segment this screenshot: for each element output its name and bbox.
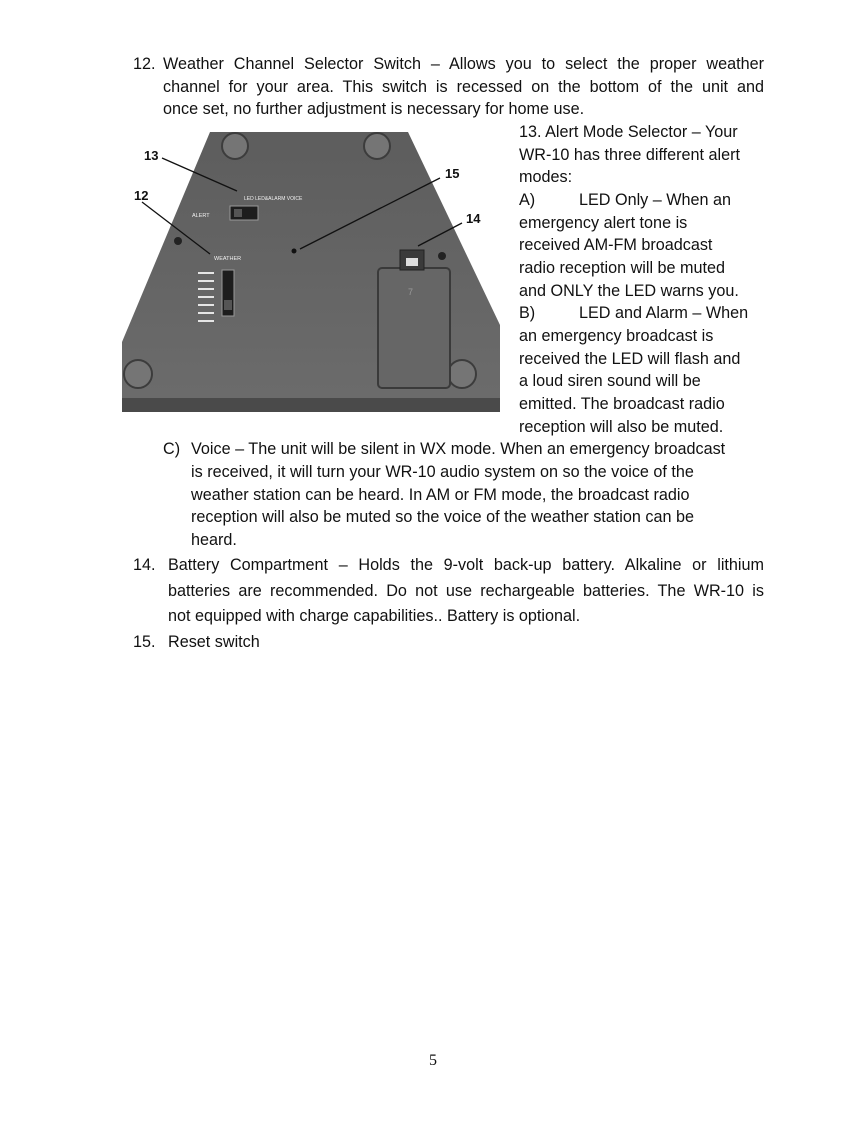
foot-top-right (364, 133, 390, 159)
reset-hole (292, 249, 297, 254)
item-12-line-3: once set, no further adjustment is necessary for home use. (163, 100, 585, 118)
item-13-line-3: modes: (519, 168, 573, 186)
screw-hole-left (174, 237, 182, 245)
item-14-line-2: batteries are recommended. Do not use rechargeable batteries. The WR-10 is (168, 582, 764, 600)
callout-13: 13 (144, 148, 159, 163)
item-12-line-2: channel for your area. This switch is recessed on the bottom of the unit and (163, 78, 764, 96)
mode-b-title: LED and Alarm – When (579, 304, 749, 322)
alert-switch-mode-labels: LED LED&ALARM VOICE (244, 196, 303, 202)
mode-a-line-2: received AM-FM broadcast (519, 236, 713, 254)
item-13-line-1: 13. Alert Mode Selector – Your (519, 123, 738, 141)
page-number: 5 (429, 1052, 437, 1069)
callout-12: 12 (134, 188, 149, 203)
mode-c-line-1: Voice – The unit will be silent in WX mode. When an emergency broadcast (191, 440, 726, 458)
item-12-line-1: Weather Channel Selector Switch – Allows you to select the proper weather (163, 55, 764, 73)
mode-b-line-5: reception will also be muted. (519, 418, 724, 436)
mode-a-line-3: radio reception will be muted (519, 259, 726, 277)
mode-b-heading (519, 303, 748, 323)
mode-a-title: LED Only – When an (579, 191, 732, 209)
mode-a-line-1: emergency alert tone is (519, 214, 688, 232)
item-13-line-2: WR-10 has three different alert (519, 146, 741, 164)
mode-b-letter: B) (519, 304, 536, 322)
callout-14: 14 (466, 211, 481, 226)
item-14-line-1: Battery Compartment – Holds the 9-volt back-up battery. Alkaline or lithium (168, 556, 764, 574)
foot-bottom-right (448, 360, 476, 388)
svg-text:7: 7 (408, 287, 414, 297)
unit-bottom-photo (122, 130, 500, 412)
screw-hole-right (438, 252, 446, 260)
weather-label: WEATHER (214, 256, 242, 262)
item-14-number: 14. (133, 556, 156, 574)
item-14-line-3: not equipped with charge capabilities.. Battery is optional. (168, 607, 581, 625)
mode-c-line-4: reception will also be muted so the voice of the weather station can be (191, 508, 695, 526)
mode-c-line-5: heard. (191, 531, 237, 549)
mode-a-letter: A) (519, 191, 536, 209)
battery-compartment-door (378, 268, 450, 388)
mode-a-line-4: and ONLY the LED warns you. (519, 282, 739, 300)
mode-b-line-4: emitted. The broadcast radio (519, 395, 725, 413)
item-15-text: Reset switch (168, 633, 260, 651)
mode-b-line-3: a loud siren sound will be (519, 372, 701, 390)
mode-b-line-2: received the LED will flash and (519, 350, 741, 368)
foot-top-left (222, 133, 248, 159)
alert-label: ALERT (192, 213, 210, 219)
callout-15: 15 (445, 166, 460, 181)
mode-c-line-3: weather station can be heard. In AM or FM mode, the broadcast radio (191, 486, 690, 504)
item-12-number: 12. (133, 55, 156, 73)
mode-b-line-1: an emergency broadcast is (519, 327, 714, 345)
mode-c-line-2: is received, it will turn your WR-10 audio system on so the voice of the (191, 463, 694, 481)
foot-bottom-left (124, 360, 152, 388)
mode-c-letter: C) (163, 440, 181, 458)
mode-a-heading (519, 190, 731, 210)
item-15-number: 15. (133, 633, 156, 651)
